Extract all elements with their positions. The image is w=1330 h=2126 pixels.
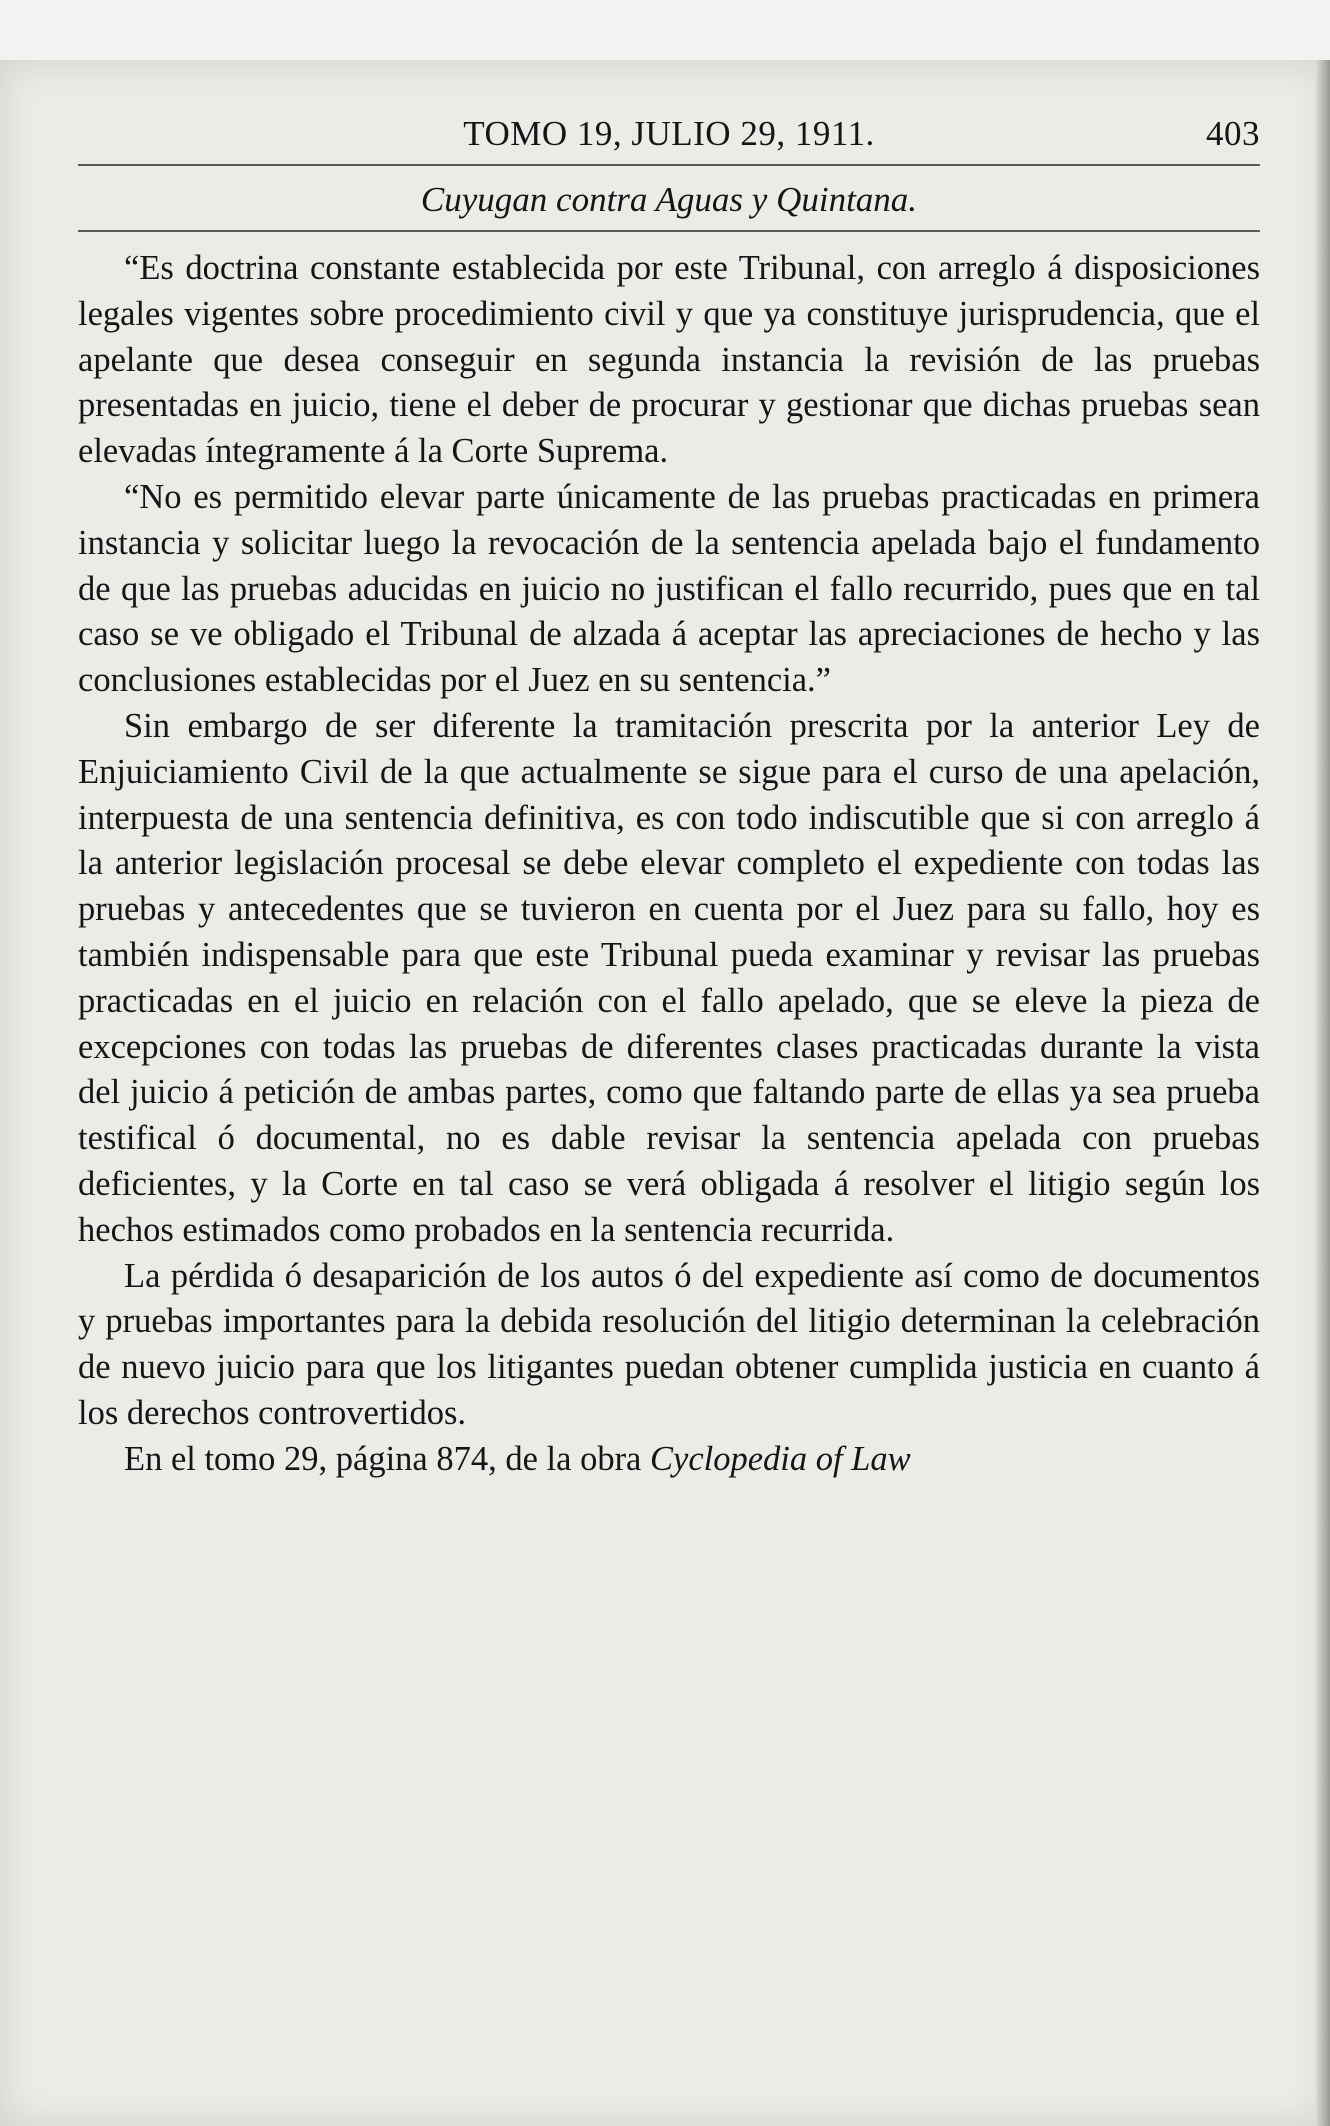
case-title: Cuyugan contra Aguas y Quintana.: [420, 180, 918, 219]
paragraph: “Es doctrina constante establecida por este Tribunal, con arreglo á disposiciones legales vigentes sobre procedimiento civil y que ya constituye jurisprudencia, que el apelante que desea conseguir en segunda instancia la revisión de las pruebas presentadas en juicio, tiene el deber de procurar y gestionar que dichas pruebas sean elevadas íntegramente á la Corte Suprema.: [78, 249, 1260, 471]
paragraph: La pérdida ó desaparición de los autos ó del expediente así como de documentos y pruebas importantes para la debida resolución del litigio determinan la celebración de nuevo juicio para que los litigantes puedan obtener cumplida justicia en cuanto á los derechos controvertidos.: [78, 1256, 1260, 1432]
paragraph: “No es permitido elevar parte únicamente de las pruebas practicadas en primera instancia y solicitar luego la revocación de la sentencia apelada bajo el fundamento de que las pruebas aducidas en juicio no justifican el fallo recurrido, pues que en tal caso se ve obligado el Tribunal de alzada á aceptar las apreciaciones de hecho y las conclusiones establecidas por el Juez en su sentencia.”: [78, 477, 1260, 700]
header-rule-bottom: [78, 230, 1260, 232]
page-number: 403: [1206, 114, 1260, 153]
running-head-title: TOMO 19, JULIO 29, 1911.: [463, 114, 875, 153]
book-page: [0, 60, 1330, 2126]
cited-work-title: Cyclopedia of Law: [650, 1439, 911, 1478]
paragraph-last: [78, 1437, 1260, 1483]
paragraph: Sin embargo de ser diferente la tramitación prescrita por la anterior Ley de Enjuiciamiento Civil de la que actualmente se sigue para el curso de una apelación, interpuesta de una sentencia definitiva, es con todo indiscutible que si con arreglo á la anterior legislación procesal se debe elevar completo el expediente con todas las pruebas y antecedentes que se tuvieron en cuenta por el Juez para su fallo, hoy es también indispensable para que este Tribunal pueda examinar y revisar las pruebas practicadas en el juicio en relación con el fallo apelado, que se eleve la pieza de excepciones con todas las pruebas de diferentes clases practicadas durante la vista del juicio á petición de ambas partes, como que faltando parte de ellas ya sea prueba testifical ó documental, no es dable revisar la sentencia apelada con pruebas deficientes, y la Corte en tal caso se verá obligada á resolver el litigio según los hechos estimados como probados en la sentencia recurrida.: [78, 706, 1260, 1249]
running-head: [78, 100, 1260, 164]
body-text: [78, 246, 1260, 1483]
scan-right-edge: [1316, 60, 1330, 2126]
page-content: [78, 100, 1260, 1483]
scan-top-margin: [0, 0, 1330, 62]
paragraph-last-text: En el tomo 29, página 874, de la obra: [124, 1439, 650, 1478]
